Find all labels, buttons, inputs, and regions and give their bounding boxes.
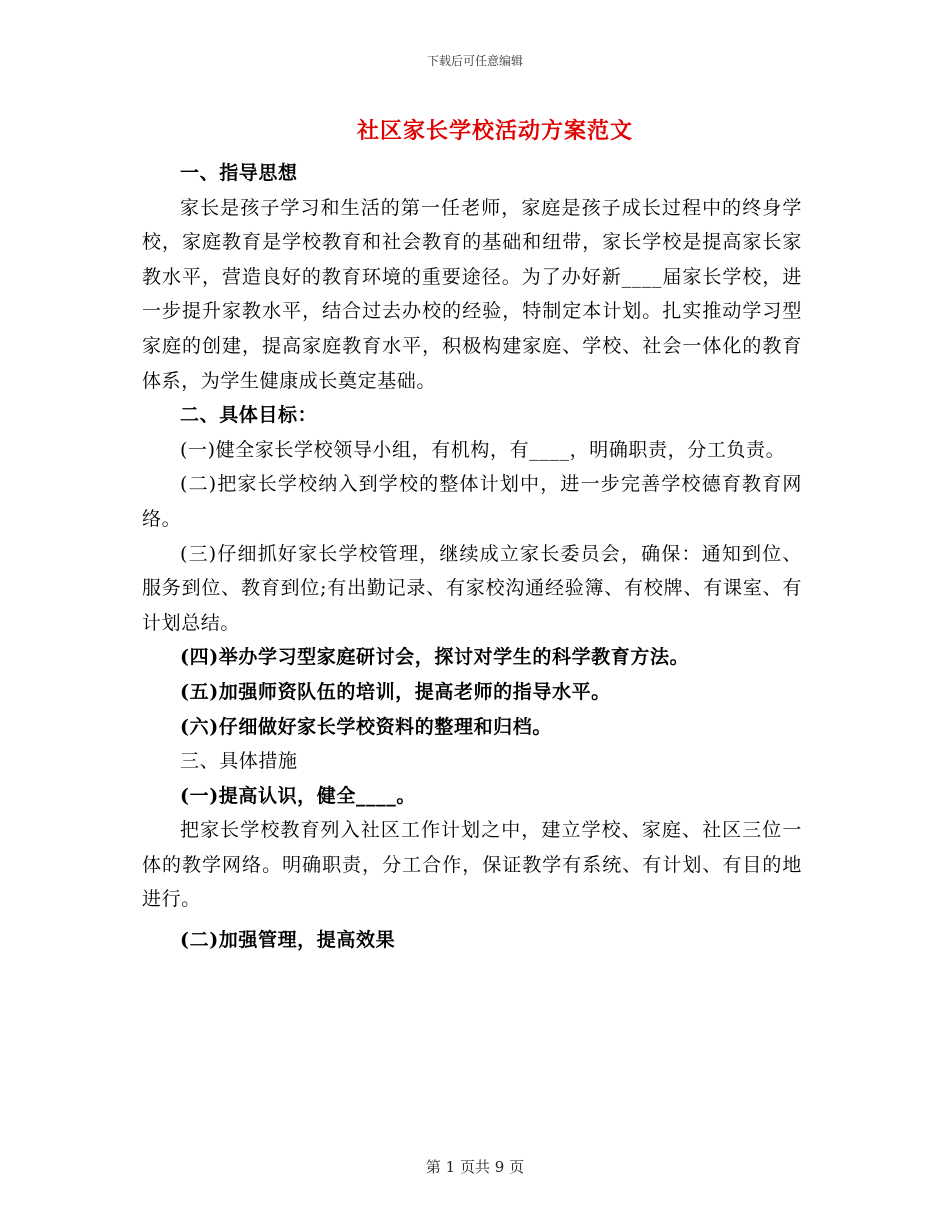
section-heading-guiding-ideology: 一、指导思想: [180, 162, 298, 184]
goal-item-3: (三)仔细抓好家长学校管理，继续成立家长委员会，确保：通知到位、服务到位、教育到位;有出勤记录、有家校沟通经验簿、有校牌、有课室、有计划总结。: [142, 542, 802, 634]
page-number: 第 1 页共 9 页: [425, 1158, 525, 1176]
section-heading-specific-goals: 二、具体目标：: [180, 404, 318, 427]
section-heading-specific-measures: 三、具体措施: [180, 750, 298, 773]
measure-paragraph-1: 把家长学校教育列入社区工作计划之中，建立学校、家庭、社区三位一体的教学网络。明确职责，分工合作，保证教学有系统、有计划、有目的地进行。: [142, 819, 802, 911]
goal-item-6: (六)仔细做好家长学校资料的整理和归档。: [180, 715, 552, 738]
goal-item-2: (二)把家长学校纳入到学校的整体计划中，进一步完善学校德育教育网络。: [142, 473, 802, 530]
goal-item-1: (一)健全家长学校领导小组，有机构，有____，明确职责，分工负责。: [180, 438, 786, 461]
header-note: 下载后可任意编辑: [426, 54, 523, 68]
measure-heading-1: (一)提高认识，健全____。: [180, 784, 416, 807]
goal-item-4: (四)举办学习型家庭研讨会，探讨对学生的科学教育方法。: [180, 646, 690, 669]
paragraph-guiding-ideology: 家长是孩子学习和生活的第一任老师，家庭是孩子成长过程中的终身学校，家庭教育是学校教育和社会教育的基础和纽带，家长学校是提高家长家教水平，营造良好的教育环境的重要途径。为了办好新____届家长学校，进一步提升家教水平，结合过去办校的经验，特制定本计划。扎实推动学习型家庭的创建，提高家庭教育水平，积极构建家庭、学校、社会一体化的教育体系，为学生健康成长奠定基础。: [142, 196, 802, 392]
goal-item-5: (五)加强师资队伍的培训，提高老师的指导水平。: [180, 680, 611, 703]
document-body: [142, 156, 802, 958]
document-title: 社区家长学校活动方案范文: [356, 118, 633, 144]
measure-heading-2: (二)加强管理，提高效果: [180, 929, 396, 952]
